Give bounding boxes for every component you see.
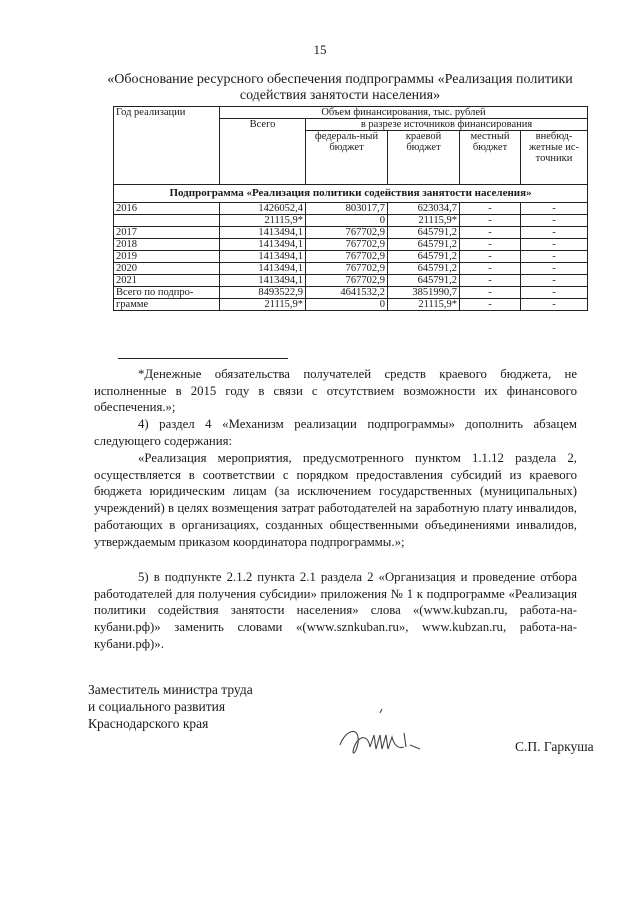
cell-extra: -: [521, 203, 588, 215]
table-title: «Обоснование ресурсного обеспечения подпрограммы «Реализация политики содействия занятости населения»: [107, 72, 573, 103]
cell-total: 1413494,1: [220, 263, 306, 275]
cell-year: 2016: [114, 203, 220, 215]
cell-regional: 645791,2: [388, 251, 460, 263]
cell-regional: 645791,2: [388, 239, 460, 251]
cell-local: -: [460, 203, 521, 215]
cell-extra: -: [521, 251, 588, 263]
cell-local: -: [460, 275, 521, 287]
cell-federal: 767702,9: [306, 251, 388, 263]
signatory-name: С.П. Гаркуша: [515, 739, 594, 754]
cell-federal: 4641532,2: [306, 287, 388, 299]
cell-local: -: [460, 287, 521, 299]
cell-total: 1413494,1: [220, 275, 306, 287]
cell-year: 2020: [114, 263, 220, 275]
financing-table: [113, 106, 588, 311]
cell-total: 1413494,1: [220, 251, 306, 263]
cell-local: -: [460, 215, 521, 227]
header-year: Год реализации: [114, 107, 220, 185]
cell-total: 21115,9*: [220, 299, 306, 311]
cell-extra: -: [521, 239, 588, 251]
cell-extra: -: [521, 299, 588, 311]
cell-total: 1426052,4: [220, 203, 306, 215]
table-row: [114, 251, 588, 263]
cell-regional: 21115,9*: [388, 299, 460, 311]
cell-extra: -: [521, 227, 588, 239]
table-row: [114, 203, 588, 215]
header-federal: федераль-ный бюджет: [306, 131, 388, 185]
cell-local: -: [460, 263, 521, 275]
signature-scribble: [330, 705, 440, 765]
cell-year: 2019: [114, 251, 220, 263]
subprogram-title: Подпрограмма «Реализация политики содействия занятости населения»: [114, 185, 588, 203]
cell-year: 2021: [114, 275, 220, 287]
cell-federal: 0: [306, 215, 388, 227]
cell-federal: 767702,9: [306, 263, 388, 275]
cell-total: 21115,9*: [220, 215, 306, 227]
header-sources: в разрезе источников финансирования: [306, 119, 588, 131]
cell-year: 2018: [114, 239, 220, 251]
table-row: [114, 287, 588, 299]
header-local: местный бюджет: [460, 131, 521, 185]
cell-local: -: [460, 299, 521, 311]
cell-year: [114, 215, 220, 227]
cell-federal: 0: [306, 299, 388, 311]
cell-regional: 21115,9*: [388, 215, 460, 227]
signatory-line-3: Краснодарского края: [88, 716, 209, 731]
cell-federal: 803017,7: [306, 203, 388, 215]
header-extra: внебюд-жетные ис-точники: [521, 131, 588, 185]
header-regional: краевой бюджет: [388, 131, 460, 185]
cell-local: -: [460, 251, 521, 263]
cell-regional: 623034,7: [388, 203, 460, 215]
table-row: [114, 227, 588, 239]
cell-extra: -: [521, 263, 588, 275]
table-body: [114, 203, 588, 311]
cell-regional: 3851990,7: [388, 287, 460, 299]
table-row: [114, 299, 588, 311]
header-volume: Объем финансирования, тыс. рублей: [220, 107, 588, 119]
cell-federal: 767702,9: [306, 239, 388, 251]
footnote-text: *Денежные обязательства получателей средств краевого бюджета, не исполненные в 2015 году в связи с отсутствием возможности их финансового обеспечения.»;: [94, 367, 577, 415]
cell-regional: 645791,2: [388, 227, 460, 239]
cell-extra: -: [521, 275, 588, 287]
cell-extra: -: [521, 287, 588, 299]
cell-extra: -: [521, 215, 588, 227]
item-5-text: 5) в подпункте 2.1.2 пункта 2.1 раздела 2 «Организация и проведение отбора работодателей для получения субсидии» приложения № 1 к подпрограмме «Реализация политики содействия занятости населения» слова «(www.kubzan.ru, работа-на-кубани.рф)» заменить словами «(www.sznkuban.ru», www.kubzan.ru, работа-на-кубани.рф)».: [94, 570, 577, 651]
table-row: [114, 275, 588, 287]
cell-total: 1413494,1: [220, 239, 306, 251]
signatory-line-1: Заместитель министра труда: [88, 682, 253, 697]
header-total: Всего: [220, 119, 306, 185]
signatory-title: [88, 681, 253, 732]
cell-regional: 645791,2: [388, 275, 460, 287]
header-row-1: [114, 107, 588, 119]
cell-regional: 645791,2: [388, 263, 460, 275]
cell-local: -: [460, 227, 521, 239]
cell-year: 2017: [114, 227, 220, 239]
cell-year: грамме: [114, 299, 220, 311]
cell-year: Всего по подпро-: [114, 287, 220, 299]
cell-total: 1413494,1: [220, 227, 306, 239]
signatory-line-2: и социального развития: [88, 699, 226, 714]
cell-local: -: [460, 239, 521, 251]
table-row: [114, 215, 588, 227]
cell-total: 8493522,9: [220, 287, 306, 299]
footnote-divider: [118, 358, 288, 359]
quoted-paragraph: «Реализация мероприятия, предусмотренного пунктом 1.1.12 раздела 2, осуществляется в соответствии с порядком предоставления субсидий из краевого бюджета юридическим лицам (за исключением государственных (муниципальных) учреждений) в целях возмещения затрат работодателей на заработную плату инвалидов, работающих в организациях, созданных общественными объединениями инвалидов, утверждаемым приказом координатора подпрограммы.»;: [94, 451, 577, 549]
table-row: [114, 263, 588, 275]
cell-federal: 767702,9: [306, 275, 388, 287]
cell-federal: 767702,9: [306, 227, 388, 239]
page-number: 15: [313, 42, 327, 57]
table-row: [114, 239, 588, 251]
item-4-text: 4) раздел 4 «Механизм реализации подпрограммы» дополнить абзацем следующего содержания:: [94, 417, 577, 448]
